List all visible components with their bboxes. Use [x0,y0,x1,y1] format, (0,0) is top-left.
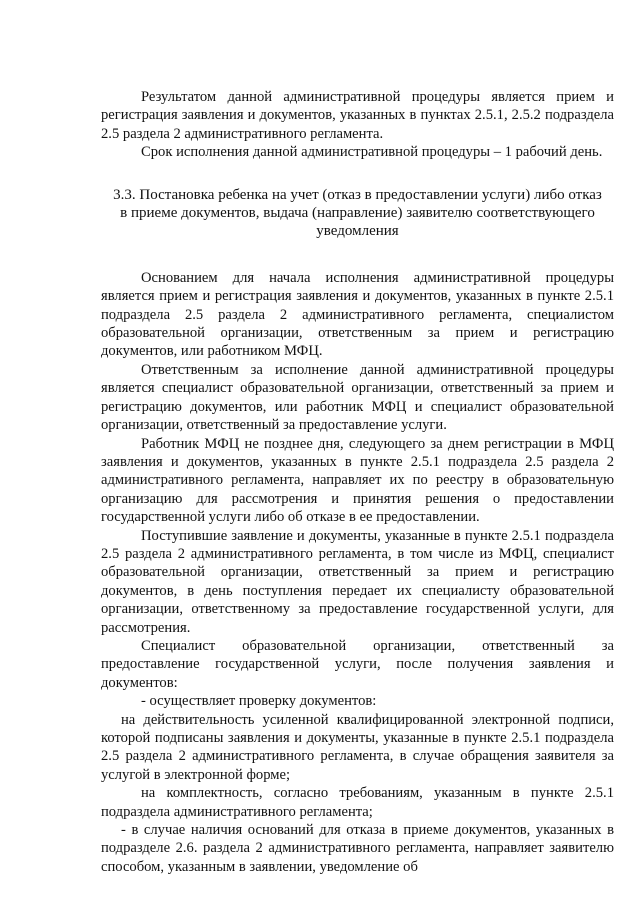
list-item-signature-check: на действительность усиленной квалифицированной электронной подписи, которой подписаны заявления и документы, указанные в пункте 2.5.1 подраздела 2.5 раздела 2 административного регламента, в случае обращения заявителя за услугой в электронной форме; [101,711,614,783]
list-item-completeness-check: на комплектность, согласно требованиям, указанным в пункте 2.5.1 подраздела административного регламента; [101,785,614,820]
paragraph-result: Результатом данной административной процедуры является прием и регистрация заявления и документов, указанных в пунктах 2.5.1, 2.5.2 подраздела 2.5 раздела 2 административного регламента. [101,89,614,142]
paragraph-responsible: Ответственным за исполнение данной административной процедуры является специалист образовательной организации, ответственный за прием и регистрацию документов, или работник МФЦ и специалист образовательной организации, ответственный за предоставление услуги. [101,361,614,434]
paragraph-basis: Основанием для начала исполнения административной процедуры является прием и регистрация заявления и документов, указанных в пункте 2.5.1 подраздела 2.5 раздела 2 административного регламента, специалистом образовательной организации, ответственным за прием и регистрацию документов, или работником МФЦ. [101,269,614,360]
paragraph-mfc-worker: Работник МФЦ не позднее дня, следующего за днем регистрации в МФЦ заявления и документов, указанных в пункте 2.5.1 подраздела 2.5 раздела 2 административного регламента, направляет их по реестру в образовательную организацию для рассмотрения и принятия решения о предоставлении государственной услуги либо об отказе в ее предоставлении. [101,435,614,526]
paragraph-received-documents: Поступившие заявление и документы, указанные в пункте 2.5.1 подраздела 2.5 раздела 2 административного регламента, в том числе из МФЦ, специалист образовательной организации, ответственный за прием и регистрацию документов, в день поступления передает их специалисту образовательной организации, ответственному за предоставление государственной услуги, для рассмотрения. [101,527,614,636]
list-item-check-documents: - осуществляет проверку документов: [141,693,377,710]
list-item-refusal-notice: - в случае наличия оснований для отказа в приеме документов, указанных в подразделе 2.6. раздела 2 административного регламента, направляет заявителю способом, указанным в заявлении, уведомление об [101,822,614,875]
section-heading: 3.3. Постановка ребенка на учет (отказ в предоставлении услуги) либо отказ в приеме документов, выдача (направление) заявителю соответствующего уведомления [113,186,602,240]
document-body [101,88,614,876]
paragraph-specialist: Специалист образовательной организации, ответственный за предоставление государственной услуги, после получения заявления и документов: [101,637,614,691]
paragraph-deadline: Срок исполнения данной административной процедуры – 1 рабочий день. [141,144,603,161]
